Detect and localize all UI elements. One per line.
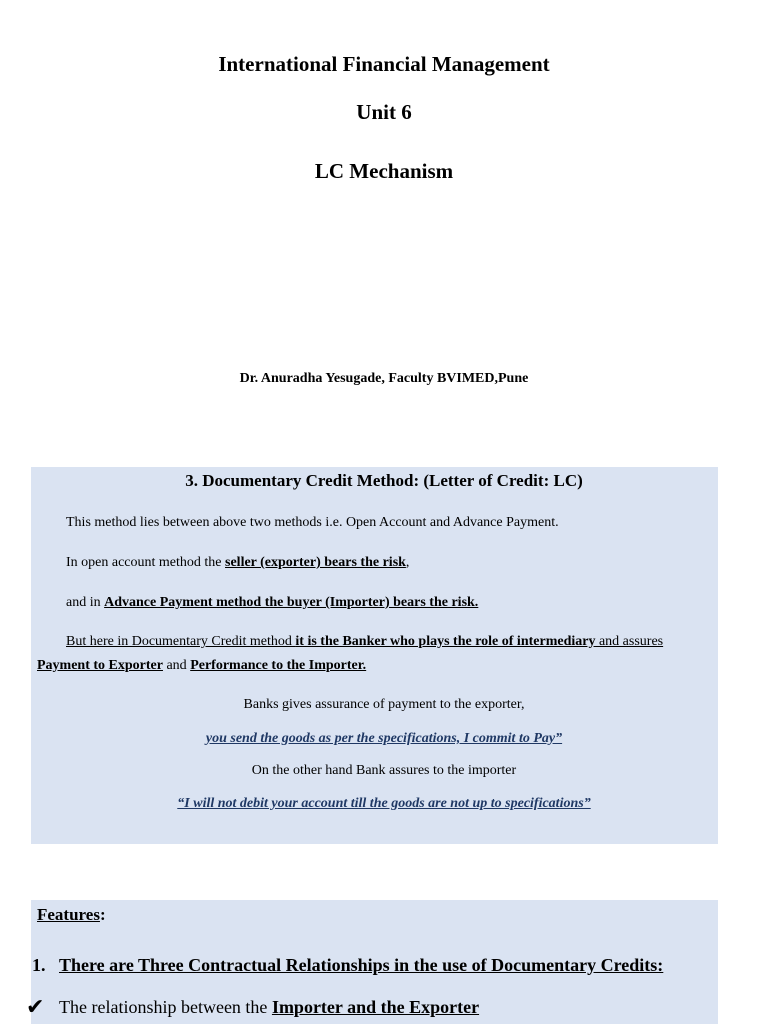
seller-risk-emphasis: seller (exporter) bears the risk <box>225 555 406 570</box>
bank-quote-exporter: you send the goods as per the specifications, I commit to Pay” <box>205 731 563 746</box>
method-line-6: Banks gives assurance of payment to the exporter, <box>243 697 525 712</box>
features-heading-colon: : <box>99 905 106 924</box>
method-line-3-pre: and in <box>66 595 105 610</box>
method-line-2-post: , <box>405 555 410 570</box>
feature-item-1-text: There are Three Contractual Relationships in the use of Documentary Credits: <box>59 955 664 975</box>
buyer-risk-emphasis: Advance Payment method the buyer (Importer) bears the risk. <box>104 595 479 610</box>
features-heading-text: Features <box>37 905 100 924</box>
performance-importer-emphasis: Performance to the Importer. <box>190 658 367 673</box>
author-line: Dr. Anuradha Yesugade, Faculty BVIMED,Pune <box>239 371 529 386</box>
method-line-4-post: and assures <box>595 634 664 649</box>
method-line-2 <box>66 555 409 571</box>
bank-quote-importer: “I will not debit your account till the goods are not up to specifications” <box>177 796 591 811</box>
method-line-2-pre: In open account method the <box>66 555 226 570</box>
feature-item-1-number: 1. <box>32 955 46 975</box>
method-box-title: 3. Documentary Credit Method: (Letter of Credit: LC) <box>185 471 583 490</box>
course-title: International Financial Management <box>218 52 550 76</box>
method-line-5-mid: and <box>162 658 191 673</box>
method-line-1: This method lies between above two methods i.e. Open Account and Advance Payment. <box>66 515 559 530</box>
feature-bullet-1-pre: The relationship between the <box>59 997 272 1017</box>
feature-bullet-1 <box>59 997 479 1018</box>
importer-exporter-emphasis: Importer and the Exporter <box>271 997 480 1017</box>
method-line-4-pre: But here in Documentary Credit method <box>66 634 296 649</box>
method-line-3 <box>66 595 478 611</box>
method-line-5 <box>37 658 366 674</box>
checkmark-icon: ✔ <box>26 995 45 1020</box>
payment-exporter-emphasis: Payment to Exporter <box>37 658 163 673</box>
method-line-4 <box>66 634 713 650</box>
topic-title: LC Mechanism <box>314 159 454 183</box>
banker-intermediary-emphasis: it is the Banker who plays the role of intermediary <box>295 634 596 649</box>
features-heading <box>37 905 106 925</box>
unit-label: Unit 6 <box>356 100 412 124</box>
method-line-7: On the other hand Bank assures to the importer <box>251 763 517 778</box>
